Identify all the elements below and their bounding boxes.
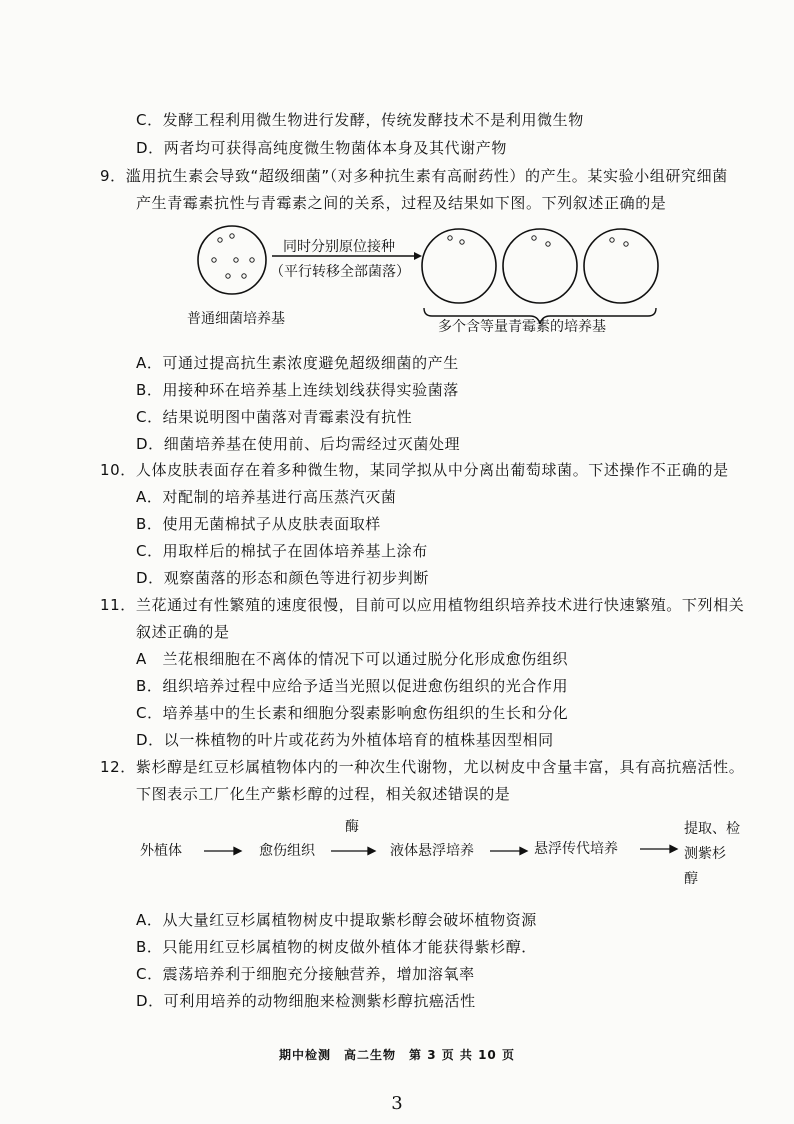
q9-option-b: B．用接种环在培养基上连续划线获得实验菌落 — [136, 381, 459, 399]
q10-option-d: D．观察菌落的形态和颜色等进行初步判断 — [136, 569, 429, 587]
q9-option-d: D．细菌培养基在使用前、后均需经过灭菌处理 — [136, 435, 461, 453]
q10-stem: 10．人体皮肤表面存在着多种微生物，某同学拟从中分离出葡萄球菌。下述操作不正确的是 — [100, 461, 729, 479]
q9-stem-line1: 9．滥用抗生素会导致“超级细菌”（对多种抗生素有高耐药性）的产生。某实验小组研究细菌 — [100, 167, 728, 185]
flow-step-subculture: 悬浮传代培养 — [534, 841, 618, 857]
q10-option-b: B．使用无菌棉拭子从皮肤表面取样 — [136, 515, 381, 533]
flow-step-extract-line1: 提取、检 — [684, 821, 740, 837]
left-dish-caption: 普通细菌培养基 — [187, 311, 285, 327]
q9-stem-line2: 产生青霉素抗性与青霉素之间的关系，过程及结果如下图。下列叙述正确的是 — [136, 194, 667, 212]
flow-enzyme-label: 酶 — [345, 819, 359, 835]
q8-option-c: C．发酵工程利用微生物进行发酵，传统发酵技术不是利用微生物 — [136, 111, 584, 129]
page-footer: 期中检测 高二生物 第 3 页 共 10 页 — [279, 1048, 515, 1062]
q12-option-d: D．可利用培养的动物细胞来检测紫杉醇抗癌活性 — [136, 992, 476, 1010]
q12-stem-line2: 下图表示工厂化生产紫杉醇的过程，相关叙述错误的是 — [136, 785, 511, 803]
q11-option-b: B．组织培养过程中应给予适当光照以促进愈伤组织的光合作用 — [136, 677, 569, 695]
normal-medium-dish — [198, 226, 266, 294]
penicillin-dish-2 — [503, 229, 577, 303]
q10-option-c: C．用取样后的棉拭子在固体培养基上涂布 — [136, 542, 428, 560]
penicillin-dish-3 — [584, 229, 658, 303]
q12-option-b: B．只能用红豆杉属植物的树皮做外植体才能获得紫杉醇． — [136, 938, 537, 956]
q11-stem-line2: 叙述正确的是 — [136, 623, 230, 641]
q9-option-c: C．结果说明图中菌落对青霉素没有抗性 — [136, 408, 413, 426]
flow-step-extract-line2: 测紫杉 — [684, 846, 726, 862]
q12-flow-arrows — [0, 836, 794, 866]
surviving-colonies — [448, 236, 628, 246]
colony-dots — [212, 234, 254, 278]
q8-option-d: D．两者均可获得高纯度微生物菌体本身及其代谢产物 — [136, 139, 507, 157]
q11-stem-line1: 11．兰花通过有性繁殖的速度很慢，目前可以应用植物组织培养技术进行快速繁殖。下列相关 — [100, 596, 745, 614]
q11-option-a: A 兰花根细胞在不离体的情况下可以通过脱分化形成愈伤组织 — [136, 650, 569, 668]
penicillin-dish-1 — [422, 229, 496, 303]
arrow-label-top: 同时分别原位接种 — [283, 239, 395, 255]
q12-option-a: A．从大量红豆杉属植物树皮中提取紫杉醇会破坏植物资源 — [136, 911, 537, 929]
flow-step-extract-line3: 醇 — [684, 871, 698, 887]
q10-option-a: A．对配制的培养基进行高压蒸汽灭菌 — [136, 488, 397, 506]
flow-step-explant: 外植体 — [140, 843, 182, 859]
q11-option-c: C．培养基中的生长素和细胞分裂素影响愈伤组织的生长和分化 — [136, 704, 569, 722]
right-dishes-caption: 多个含等量青霉素的培养基 — [438, 319, 606, 335]
flow-step-callus: 愈伤组织 — [259, 843, 315, 859]
flow-step-liquid-suspension: 液体悬浮培养 — [390, 843, 474, 859]
q12-stem-line1: 12．紫杉醇是红豆杉属植物体内的一种次生代谢物，尤以树皮中含量丰富，具有高抗癌活性。 — [100, 758, 745, 776]
q12-option-c: C．震荡培养利于细胞充分接触营养，增加溶氧率 — [136, 965, 475, 983]
page-number: 3 — [391, 1093, 403, 1114]
q11-option-d: D．以一株植物的叶片或花药为外植体培育的植株基因型相同 — [136, 731, 554, 749]
arrow-label-bottom: （平行转移全部菌落） — [270, 264, 410, 280]
q9-option-a: A．可通过提高抗生素浓度避免超级细菌的产生 — [136, 354, 459, 372]
